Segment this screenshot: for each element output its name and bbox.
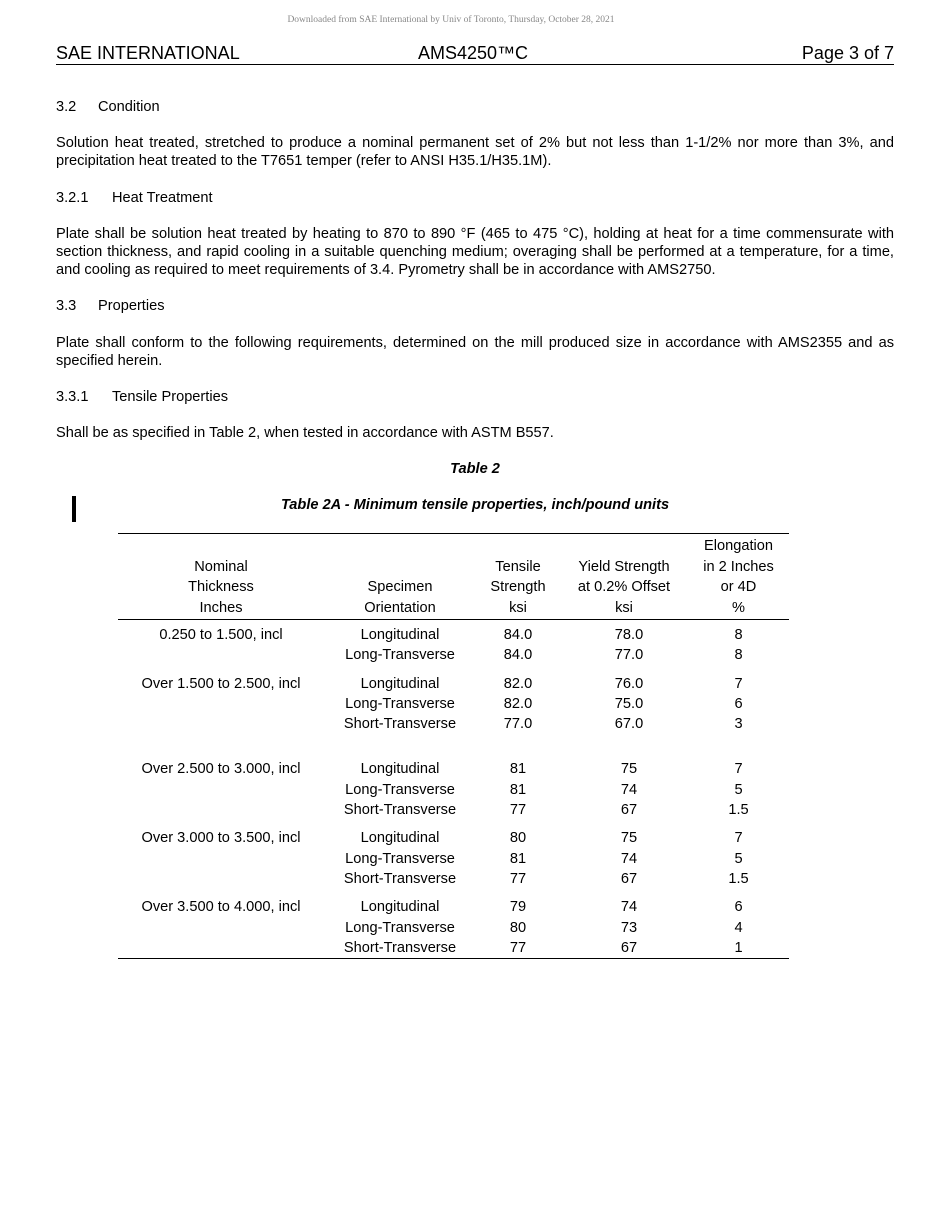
orientation-cell: Long-Transverse <box>345 850 455 867</box>
tensile-cell: 82.0 <box>503 675 533 692</box>
table-row <box>118 645 789 665</box>
header-tensile-strength: Tensile Strength ksi <box>490 558 546 616</box>
elongation-cell: 6 <box>734 695 743 712</box>
header-elongation: Elongation in 2 Inches or 4D % <box>703 538 774 616</box>
elongation-cell: 1 <box>734 939 743 956</box>
table-row <box>118 620 789 646</box>
elongation-cell: 5 <box>734 781 743 798</box>
yield-cell: 67 <box>620 802 638 819</box>
section-number: 3.3.1 <box>56 389 89 405</box>
orientation-cell: Short-Transverse <box>343 802 457 819</box>
section-3-2-heading <box>56 98 894 116</box>
tensile-cell: 81 <box>509 781 527 798</box>
table-row <box>118 849 789 869</box>
section-3-3-1-heading <box>56 388 894 406</box>
table-row <box>118 889 789 917</box>
elongation-cell: 8 <box>734 647 743 664</box>
tensile-cell: 80 <box>509 919 527 936</box>
thickness-cell: Over 3.500 to 4.000, incl <box>141 899 301 916</box>
orientation-cell: Long-Transverse <box>345 695 455 712</box>
yield-cell: 77.0 <box>614 647 644 664</box>
tensile-cell: 77.0 <box>503 716 533 733</box>
tensile-cell: 79 <box>509 899 527 916</box>
thickness-cell <box>118 918 324 938</box>
table-row <box>118 694 789 714</box>
elongation-cell: 7 <box>734 675 743 692</box>
table-subcaption: Table 2A - Minimum tensile properties, inch/pound units <box>280 497 670 513</box>
tensile-cell: 80 <box>509 830 527 847</box>
table-row <box>118 800 789 820</box>
table-row <box>118 938 789 959</box>
orientation-cell: Longitudinal <box>360 899 440 916</box>
yield-cell: 75 <box>620 830 638 847</box>
section-3-2-body: Solution heat treated, stretched to produce a nominal permanent set of 2% but not less than 1-1/2% nor more than 3%, and precipitation heat treated to the T7651 temper (refer to ANSI H35.1/H35.1M). <box>56 135 894 169</box>
yield-cell: 73 <box>620 919 638 936</box>
orientation-cell: Long-Transverse <box>345 647 455 664</box>
thickness-cell: 0.250 to 1.500, incl <box>159 627 283 643</box>
thickness-cell <box>118 694 324 714</box>
table-row <box>118 918 789 938</box>
yield-cell: 74 <box>620 899 638 916</box>
yield-cell: 74 <box>620 781 638 798</box>
header-specimen-orientation: Specimen Orientation <box>364 579 436 616</box>
elongation-cell: 1.5 <box>728 870 749 887</box>
thickness-cell <box>118 800 324 820</box>
tensile-cell: 81 <box>509 761 527 778</box>
thickness-cell <box>118 849 324 869</box>
orientation-cell: Longitudinal <box>360 830 440 847</box>
yield-cell: 76.0 <box>614 675 644 692</box>
thickness-cell <box>118 780 324 800</box>
table-row <box>118 820 789 848</box>
thickness-cell <box>118 645 324 665</box>
thickness-cell <box>118 938 324 959</box>
yield-cell: 67 <box>620 939 638 956</box>
elongation-cell: 7 <box>734 761 743 778</box>
tensile-cell: 81 <box>509 850 527 867</box>
section-3-3-body: Plate shall conform to the following requirements, determined on the mill produced size in accordance with AMS2355 and as specified herein. <box>56 335 894 369</box>
elongation-cell: 5 <box>734 850 743 867</box>
orientation-cell: Short-Transverse <box>343 939 457 956</box>
table-caption: Table 2 <box>450 461 500 477</box>
thickness-cell <box>118 869 324 889</box>
table-row <box>118 714 789 734</box>
orientation-cell: Longitudinal <box>360 675 440 692</box>
tensile-properties-table <box>118 533 789 959</box>
header-nominal-thickness: Nominal Thickness Inches <box>188 558 254 616</box>
page-number: Page 3 of 7 <box>801 43 894 63</box>
table-row <box>118 780 789 800</box>
orientation-cell: Short-Transverse <box>343 870 457 887</box>
thickness-cell <box>118 714 324 734</box>
yield-cell: 67.0 <box>614 716 644 733</box>
orientation-cell: Longitudinal <box>360 627 440 643</box>
section-3-2-1-body: Plate shall be solution heat treated by heating to 870 to 890 °F (465 to 475 °C), holding at heat for a time commensurate with section thickness, and rapid cooling in a suitable quenching medium; overaging shall be performed at a temperature, for a time, and cooling as required to meet requirements of 3.4. Pyrometry shall be in accordance with AMS2750. <box>56 226 894 278</box>
tensile-cell: 84.0 <box>503 647 533 664</box>
document-number: AMS4250™C <box>418 43 529 63</box>
tensile-cell: 82.0 <box>503 695 533 712</box>
section-title: Condition <box>98 99 160 115</box>
section-3-2-1-heading <box>56 189 894 207</box>
yield-cell: 75.0 <box>614 695 644 712</box>
tensile-cell: 77 <box>509 939 527 956</box>
section-number: 3.2.1 <box>56 190 89 206</box>
thickness-cell: Over 1.500 to 2.500, incl <box>141 675 301 692</box>
elongation-cell: 6 <box>734 899 743 916</box>
download-watermark: Downloaded from SAE International by Univ of Toronto, Thursday, October 28, 2021 <box>287 15 615 25</box>
orientation-cell: Short-Transverse <box>343 716 457 733</box>
table-row <box>118 734 789 779</box>
page-header <box>56 43 894 65</box>
elongation-cell: 1.5 <box>728 802 749 819</box>
section-3-3-heading <box>56 297 894 315</box>
section-3-3-1-body: Shall be as specified in Table 2, when tested in accordance with ASTM B557. <box>56 425 554 441</box>
elongation-cell: 3 <box>734 716 743 733</box>
tensile-cell: 77 <box>509 802 527 819</box>
orientation-cell: Long-Transverse <box>345 781 455 798</box>
table-header-row <box>118 534 789 620</box>
orientation-cell: Longitudinal <box>360 761 440 778</box>
elongation-cell: 4 <box>734 919 743 936</box>
publisher-name: SAE INTERNATIONAL <box>56 43 240 63</box>
tensile-cell: 84.0 <box>503 627 533 643</box>
yield-cell: 78.0 <box>614 627 644 643</box>
section-number: 3.2 <box>56 99 77 115</box>
elongation-cell: 7 <box>734 830 743 847</box>
section-title: Heat Treatment <box>112 190 213 206</box>
yield-cell: 67 <box>620 870 638 887</box>
header-yield-strength: Yield Strength at 0.2% Offset ksi <box>577 558 671 616</box>
section-title: Tensile Properties <box>112 389 228 405</box>
thickness-cell: Over 2.500 to 3.000, incl <box>141 761 301 778</box>
orientation-cell: Long-Transverse <box>345 919 455 936</box>
section-number: 3.3 <box>56 298 77 314</box>
elongation-cell: 8 <box>734 627 743 643</box>
yield-cell: 74 <box>620 850 638 867</box>
table-row <box>118 666 789 694</box>
yield-cell: 75 <box>620 761 638 778</box>
section-title: Properties <box>98 298 165 314</box>
tensile-cell: 77 <box>509 870 527 887</box>
thickness-cell: Over 3.000 to 3.500, incl <box>141 830 301 847</box>
table-row <box>118 869 789 889</box>
